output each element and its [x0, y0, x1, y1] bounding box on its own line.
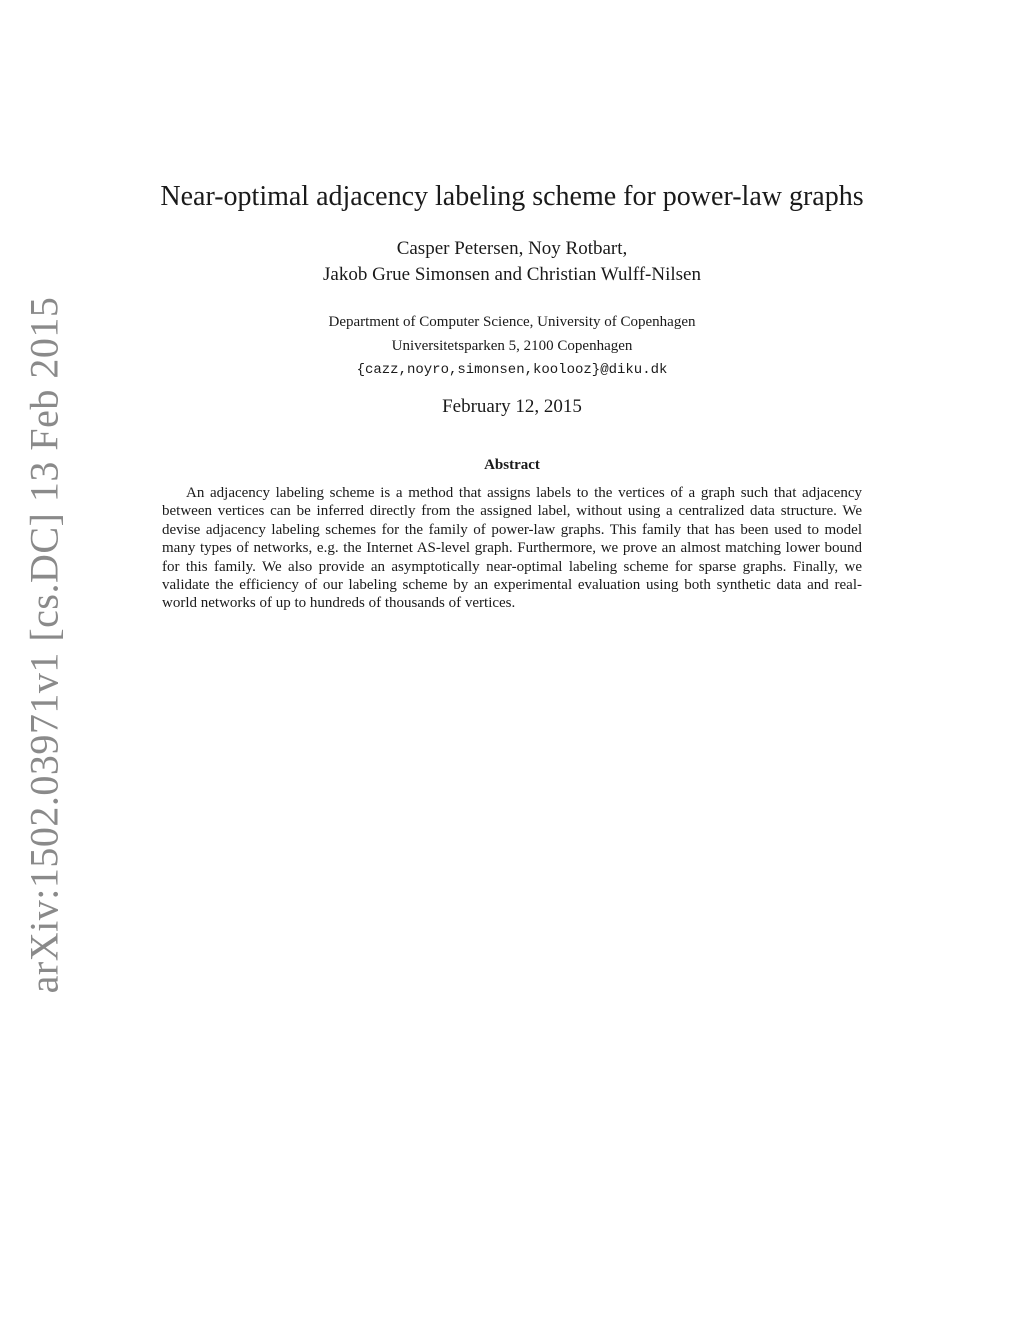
arxiv-identifier: arXiv:1502.03971v1 [cs.DC] 13 Feb 2015	[21, 296, 67, 994]
affiliation-block	[0, 310, 1024, 382]
abstract-heading: Abstract	[484, 457, 540, 473]
affiliation-address: Universitetsparken 5, 2100 Copenhagen	[391, 338, 633, 354]
authors-line-1: Casper Petersen, Noy Rotbart,	[396, 238, 628, 259]
paper-title: Near-optimal adjacency labeling scheme for power-law graphs	[160, 181, 864, 212]
authors-line-2: Jakob Grue Simonsen and Christian Wulff-Nilsen	[323, 264, 701, 285]
abstract-text: An adjacency labeling scheme is a method that assigns labels to the vertices of a graph such that adjacency between vertices can be inferred directly from the assigned label, without using a centralized data structure. We devise adjacency labeling schemes for the family of power-law graphs. This family that has been used to model many types of networks, e.g. the Internet AS-level graph. Furthermore, we prove an almost matching lower bound for this family. We also provide an asymptotically near-optimal labeling scheme for sparse graphs. Finally, we validate the efficiency of our labeling scheme by an experimental evaluation using both synthetic data and real-world networks of up to hundreds of thousands of vertices.	[162, 485, 862, 612]
author-list	[0, 236, 1024, 288]
publication-date: February 12, 2015	[442, 396, 582, 417]
affiliation-department: Department of Computer Science, University of Copenhagen	[328, 314, 696, 330]
author-emails: {cazz,noyro,simonsen,koolooz}@diku.dk	[356, 362, 668, 378]
